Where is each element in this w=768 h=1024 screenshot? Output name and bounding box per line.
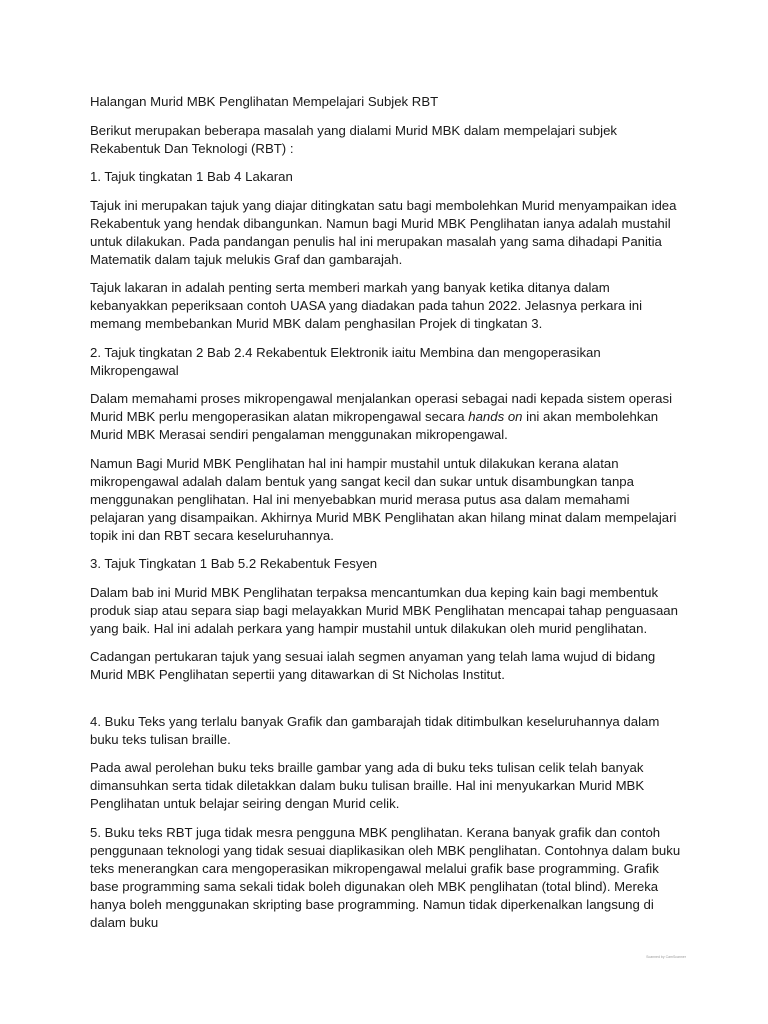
section-2-paragraph-1-start: Dalam memahami proses mikropengawal menjalankan operasi sebagai nadi kepada sistem operasi Murid MBK perlu mengoperasikan alatan mikropengawal secara — [90, 391, 673, 424]
blank-line — [90, 695, 686, 713]
intro-paragraph: Berikut merupakan beberapa masalah yang dialami Murid MBK dalam mempelajari subjek Rekabentuk Dan Teknologi (RBT) : — [90, 122, 618, 156]
section-3-heading: 3. Tajuk Tingkatan 1 Bab 5.2 Rekabentuk Fesyen — [90, 556, 378, 571]
section-5-paragraph: 5. Buku teks RBT juga tidak mesra pengguna MBK penglihatan. Kerana banyak grafik dan contoh penggunaan teknologi yang tidak sesuai diaplikasikan oleh MBK penglihatan. Contohnya dalam buku teks menerangkan cara mengoperasikan mikropengawal melalui grafik base programming. Grafik base programming sama sekali tidak boleh digunakan oleh MBK penglihatan (total blind). Mereka hanya boleh menggunakan skripting base programming. Namun tidak diperkenalkan langsung di dalam buku — [90, 824, 681, 930]
document-title: Halangan Murid MBK Penglihatan Mempelajari Subjek RBT — [90, 94, 439, 109]
section-1-paragraph-1: Tajuk ini merupakan tajuk yang diajar ditingkatan satu bagi membolehkan Murid menyampaikan idea Rekabentuk yang hendak dibangunkan. Namun bagi Murid MBK Penglihatan ianya adalah mustahil untuk dilakukan. Pada pandangan penulis hal ini merupakan masalah yang sama dihadapi Panitia Matematik dalam tajuk melukis Graf dan gambarajah. — [90, 197, 677, 267]
section-4-heading: 4. Buku Teks yang terlalu banyak Grafik dan gambarajah tidak ditimbulkan keseluruhannya dalam buku teks tulisan braille. — [90, 713, 660, 747]
scanner-watermark: Scanned by CamScanner — [646, 955, 686, 959]
document-page — [90, 93, 686, 942]
section-2-paragraph-2: Namun Bagi Murid MBK Penglihatan hal ini hampir mustahil untuk dilakukan kerana alatan mikropengawal adalah dalam bentuk yang sangat kecil dan sukar untuk disambungkan tanpa menggunakan penglihatan. Hal ini menyebabkan murid merasa putus asa dalam memahami pelajaran yang disampaikan. Akhirnya Murid MBK Penglihatan akan hilang minat dalam mempelajari topik ini dan RBT secara keseluruhannya. — [90, 455, 677, 543]
section-4-paragraph-1: Pada awal perolehan buku teks braille gambar yang ada di buku teks tulisan celik telah banyak dimansuhkan serta tidak diletakkan dalam buku tulisan braille. Hal ini menyukarkan Murid MBK Penglihatan untuk belajar seiring dengan Murid celik. — [90, 760, 645, 811]
section-3-paragraph-2: Cadangan pertukaran tajuk yang sesuai ialah segmen anyaman yang telah lama wujud di bidang Murid MBK Penglihatan sepertii yang ditawarkan di St Nicholas Institut. — [90, 649, 656, 682]
section-2-heading: 2. Tajuk tingkatan 2 Bab 2.4 Rekabentuk Elektronik iaitu Membina dan mengoperasikan Mikropengawal — [90, 344, 601, 378]
hands-on-emphasis: hands on — [468, 409, 523, 424]
section-1-paragraph-2: Tajuk lakaran in adalah penting serta memberi markah yang banyak ketika ditanya dalam kebanyakkan peperiksaan contoh UASA yang diadakan pada tahun 2022. Jelasnya perkara ini memang membebankan Murid MBK dalam penghasilan Projek di tingkatan 3. — [90, 280, 643, 331]
section-2-paragraph-1-end: ini akan membolehkan Murid MBK Merasai sendiri pengalaman menggunakan mikropengawal. — [90, 409, 659, 442]
section-2-paragraph-1 — [90, 390, 686, 444]
section-1-heading: 1. Tajuk tingkatan 1 Bab 4 Lakaran — [90, 169, 293, 184]
section-3-paragraph-1: Dalam bab ini Murid MBK Penglihatan terpaksa mencantumkan dua keping kain bagi membentuk produk siap atau separa siap bagi melayakkan Murid MBK Penglihatan mencapai tahap penguasaan yang baik. Hal ini adalah perkara yang hampir mustahil untuk dilakukan oleh murid penglihatan. — [90, 584, 678, 636]
